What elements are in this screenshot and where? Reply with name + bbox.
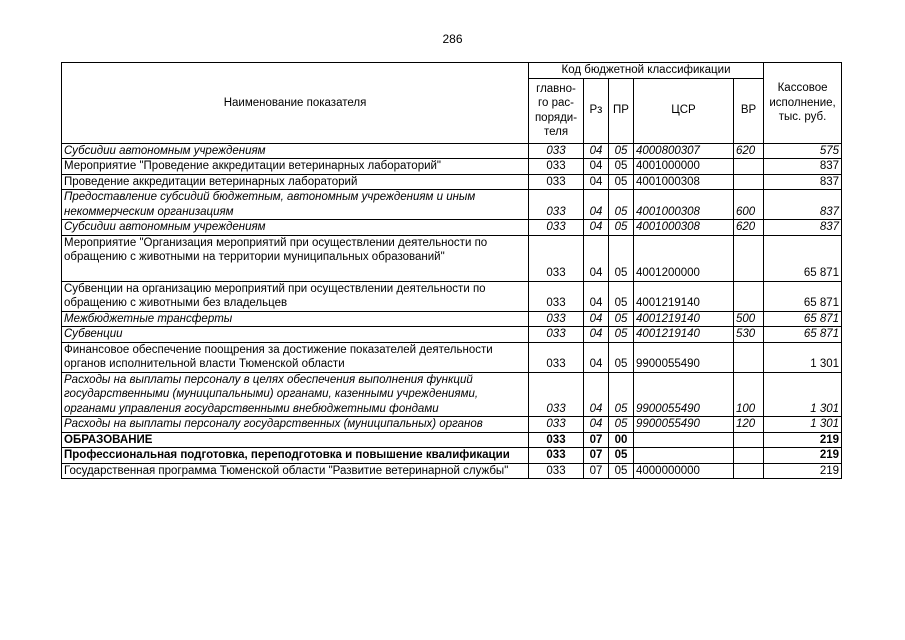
- row-subsection-code: 05: [609, 235, 634, 281]
- row-section-code: 04: [584, 159, 609, 175]
- row-chief-administrator-code: 033: [529, 372, 584, 417]
- row-section-code: 04: [584, 311, 609, 327]
- row-expense-type-code: [734, 342, 764, 372]
- table-body: [62, 143, 842, 479]
- row-chief-administrator-code: 033: [529, 159, 584, 175]
- row-target-article-code: 4000800307: [634, 143, 734, 159]
- header-indicator-name: Наименование показателя: [62, 63, 529, 144]
- row-indicator-name: Субвенции: [62, 327, 529, 343]
- row-subsection-code: 05: [609, 463, 634, 479]
- row-target-article-code: 4000000000: [634, 463, 734, 479]
- header-section: Рз: [584, 78, 609, 143]
- row-indicator-name: Финансовое обеспечение поощрения за достижение показателей деятельности органов исполнительной власти Тюменской области: [62, 342, 529, 372]
- row-section-code: 04: [584, 220, 609, 236]
- row-subsection-code: 05: [609, 281, 634, 311]
- row-cash-execution-amount: 837: [764, 190, 842, 220]
- row-cash-execution-amount: 1 301: [764, 417, 842, 433]
- row-cash-execution-amount: 65 871: [764, 235, 842, 281]
- row-cash-execution-amount: 219: [764, 448, 842, 464]
- row-cash-execution-amount: 219: [764, 432, 842, 448]
- row-indicator-name: Государственная программа Тюменской области "Развитие ветеринарной службы": [62, 463, 529, 479]
- row-section-code: 04: [584, 143, 609, 159]
- row-chief-administrator-code: 033: [529, 448, 584, 464]
- table-row: [62, 432, 842, 448]
- row-target-article-code: 4001219140: [634, 327, 734, 343]
- row-section-code: 04: [584, 190, 609, 220]
- table-row: [62, 159, 842, 175]
- table-row: [62, 143, 842, 159]
- header-target-article: ЦСР: [634, 78, 734, 143]
- row-cash-execution-amount: 1 301: [764, 372, 842, 417]
- row-target-article-code: 4001000308: [634, 174, 734, 190]
- row-expense-type-code: [734, 235, 764, 281]
- row-expense-type-code: 600: [734, 190, 764, 220]
- row-chief-administrator-code: 033: [529, 327, 584, 343]
- row-target-article-code: [634, 432, 734, 448]
- table-row: [62, 417, 842, 433]
- row-indicator-name: Субсидии автономным учреждениям: [62, 143, 529, 159]
- row-cash-execution-amount: 575: [764, 143, 842, 159]
- row-cash-execution-amount: 837: [764, 174, 842, 190]
- row-cash-execution-amount: 837: [764, 220, 842, 236]
- row-chief-administrator-code: 033: [529, 417, 584, 433]
- row-target-article-code: 9900055490: [634, 417, 734, 433]
- row-section-code: 04: [584, 342, 609, 372]
- row-target-article-code: 4001200000: [634, 235, 734, 281]
- row-indicator-name: Субсидии автономным учреждениям: [62, 220, 529, 236]
- table-row: [62, 311, 842, 327]
- row-subsection-code: 05: [609, 190, 634, 220]
- row-indicator-name: Профессиональная подготовка, переподготовка и повышение квалификации: [62, 448, 529, 464]
- row-subsection-code: 05: [609, 143, 634, 159]
- table-row: [62, 448, 842, 464]
- table-row: [62, 220, 842, 236]
- row-subsection-code: 05: [609, 417, 634, 433]
- row-expense-type-code: 620: [734, 220, 764, 236]
- row-section-code: 04: [584, 372, 609, 417]
- row-subsection-code: 05: [609, 220, 634, 236]
- row-chief-administrator-code: 033: [529, 432, 584, 448]
- header-cash-execution: Кассовое исполнение, тыс. руб.: [764, 63, 842, 144]
- row-subsection-code: 05: [609, 311, 634, 327]
- header-subsection: ПР: [609, 78, 634, 143]
- row-indicator-name: Мероприятие "Организация мероприятий при осуществлении деятельности по обращению с животными на территории муниципальных образований": [62, 235, 529, 281]
- header-chief-administrator: главно-го рас-поряди-теля: [529, 78, 584, 143]
- table-row: [62, 174, 842, 190]
- table-row: [62, 235, 842, 281]
- row-subsection-code: 00: [609, 432, 634, 448]
- row-chief-administrator-code: 033: [529, 190, 584, 220]
- row-cash-execution-amount: 219: [764, 463, 842, 479]
- row-expense-type-code: [734, 432, 764, 448]
- table-row: [62, 190, 842, 220]
- row-subsection-code: 05: [609, 327, 634, 343]
- row-target-article-code: 4001000308: [634, 220, 734, 236]
- row-expense-type-code: 530: [734, 327, 764, 343]
- row-indicator-name: Расходы на выплаты персоналу в целях обеспечения выполнения функций государственными (муниципальными) органами, казенными учреждениями, органами управления государственными внебюджетными фондами: [62, 372, 529, 417]
- row-target-article-code: 4001000000: [634, 159, 734, 175]
- row-cash-execution-amount: 65 871: [764, 281, 842, 311]
- row-expense-type-code: 120: [734, 417, 764, 433]
- table-row: [62, 342, 842, 372]
- row-section-code: 07: [584, 463, 609, 479]
- row-chief-administrator-code: 033: [529, 143, 584, 159]
- row-expense-type-code: 500: [734, 311, 764, 327]
- row-expense-type-code: 100: [734, 372, 764, 417]
- row-expense-type-code: 620: [734, 143, 764, 159]
- row-section-code: 04: [584, 417, 609, 433]
- row-target-article-code: 4001000308: [634, 190, 734, 220]
- row-section-code: 04: [584, 327, 609, 343]
- row-chief-administrator-code: 033: [529, 281, 584, 311]
- row-expense-type-code: [734, 159, 764, 175]
- row-target-article-code: 9900055490: [634, 372, 734, 417]
- row-chief-administrator-code: 033: [529, 220, 584, 236]
- row-subsection-code: 05: [609, 174, 634, 190]
- row-cash-execution-amount: 1 301: [764, 342, 842, 372]
- row-chief-administrator-code: 033: [529, 463, 584, 479]
- row-subsection-code: 05: [609, 372, 634, 417]
- row-section-code: 07: [584, 432, 609, 448]
- table-row: [62, 463, 842, 479]
- row-target-article-code: [634, 448, 734, 464]
- budget-execution-table: [61, 62, 842, 479]
- row-expense-type-code: [734, 281, 764, 311]
- table-row: [62, 372, 842, 417]
- row-indicator-name: Проведение аккредитации ветеринарных лабораторий: [62, 174, 529, 190]
- row-section-code: 07: [584, 448, 609, 464]
- row-expense-type-code: [734, 174, 764, 190]
- header-expense-type: ВР: [734, 78, 764, 143]
- row-cash-execution-amount: 65 871: [764, 327, 842, 343]
- row-target-article-code: 9900055490: [634, 342, 734, 372]
- row-subsection-code: 05: [609, 159, 634, 175]
- row-chief-administrator-code: 033: [529, 342, 584, 372]
- row-chief-administrator-code: 033: [529, 174, 584, 190]
- row-chief-administrator-code: 033: [529, 311, 584, 327]
- row-expense-type-code: [734, 463, 764, 479]
- row-indicator-name: Расходы на выплаты персоналу государственных (муниципальных) органов: [62, 417, 529, 433]
- page-number: 286: [442, 32, 463, 46]
- row-section-code: 04: [584, 174, 609, 190]
- row-indicator-name: Предоставление субсидий бюджетным, автономным учреждениям и иным некоммерческим организациям: [62, 190, 529, 220]
- row-target-article-code: 4001219140: [634, 281, 734, 311]
- header-budget-classification-code: Код бюджетной классификации: [529, 63, 764, 79]
- table-row: [62, 281, 842, 311]
- row-section-code: 04: [584, 235, 609, 281]
- row-chief-administrator-code: 033: [529, 235, 584, 281]
- row-cash-execution-amount: 837: [764, 159, 842, 175]
- row-subsection-code: 05: [609, 448, 634, 464]
- row-section-code: 04: [584, 281, 609, 311]
- row-indicator-name: ОБРАЗОВАНИЕ: [62, 432, 529, 448]
- row-indicator-name: Субвенции на организацию мероприятий при осуществлении деятельности по обращению с животными без владельцев: [62, 281, 529, 311]
- table-row: [62, 327, 842, 343]
- row-cash-execution-amount: 65 871: [764, 311, 842, 327]
- row-target-article-code: 4001219140: [634, 311, 734, 327]
- row-subsection-code: 05: [609, 342, 634, 372]
- row-indicator-name: Мероприятие "Проведение аккредитации ветеринарных лабораторий": [62, 159, 529, 175]
- row-expense-type-code: [734, 448, 764, 464]
- row-indicator-name: Межбюджетные трансферты: [62, 311, 529, 327]
